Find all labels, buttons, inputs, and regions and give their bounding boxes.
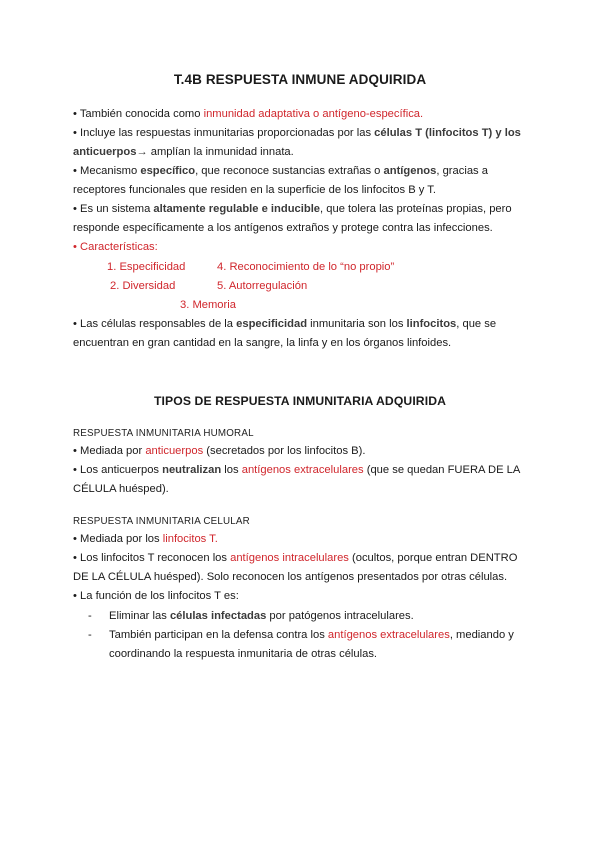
characteristic-item: 5. Autorregulación [217, 280, 308, 292]
text: • Incluye las respuestas inmunitarias proporcionadas por las [73, 127, 375, 139]
intro-line-7: responde específicamente a los antígenos extraños y protege contra las infecciones. [73, 222, 493, 234]
celular-dash-item-2-cont: coordinando la respuesta inmunitaria de otras células. [109, 648, 378, 660]
humoral-line-2 [73, 463, 520, 477]
bold-text: específico [140, 165, 196, 177]
dash-bullet: - [88, 610, 92, 622]
text: , que reconoce sustancias extrañas o [195, 165, 384, 177]
highlight-text: anticuerpos [145, 445, 204, 457]
celular-line-2 [73, 551, 517, 565]
text: los [221, 464, 242, 476]
text: • Las células responsables de la [73, 318, 237, 330]
page-title: T.4B RESPUESTA INMUNE ADQUIRIDA [173, 72, 427, 87]
highlight-text: antígenos intracelulares [230, 552, 349, 564]
humoral-line-1 [73, 444, 365, 458]
text: • Los anticuerpos [73, 464, 163, 476]
characteristic-item: 1. Especificidad [107, 261, 186, 273]
humoral-line-3: CÉLULA huésped). [73, 483, 169, 495]
bold-text: especificidad [236, 318, 308, 330]
text: , mediando y [449, 629, 514, 641]
characteristics-heading: • Características: [73, 241, 158, 253]
text: (secretados por los linfocitos B). [203, 445, 366, 457]
celular-line-4: • La función de los linfocitos T es: [73, 590, 239, 602]
dash-bullet: - [88, 629, 92, 641]
text: • Los linfocitos T reconocen los [73, 552, 231, 564]
text: • Es un sistema [73, 203, 154, 215]
text: • Mecanismo [73, 165, 141, 177]
text: También participan en la defensa contra los [109, 629, 328, 641]
arrow-icon: → [136, 146, 148, 158]
text: • Mediada por [73, 445, 146, 457]
text: (que se quedan FUERA DE LA [363, 464, 521, 476]
highlight-text: inmunidad adaptativa o antígeno-específica. [203, 108, 424, 120]
characteristic-item: 2. Diversidad [110, 280, 176, 292]
intro-line-6 [73, 202, 512, 216]
intro-line-5: receptores funcionales que residen en la superficie de los linfocitos B y T. [73, 184, 436, 196]
text: • Mediada por los [73, 533, 163, 545]
celular-heading: RESPUESTA INMUNITARIA CELULAR [73, 516, 250, 527]
cells-line-1 [73, 317, 496, 331]
celular-line-1 [73, 532, 218, 546]
humoral-heading: RESPUESTA INMUNITARIA HUMORAL [73, 428, 254, 439]
celular-dash-item-1 [109, 609, 414, 623]
intro-line-2 [73, 126, 521, 140]
bold-text: anticuerpos [73, 146, 137, 158]
bold-text: altamente regulable e inducible [153, 203, 321, 215]
text: (ocultos, porque entran DENTRO [348, 552, 518, 564]
cells-line-2: encuentran en gran cantidad en la sangre, la linfa y en los órganos linfoides. [73, 337, 452, 349]
bold-text: neutralizan [162, 464, 222, 476]
text: amplían la inmunidad innata. [147, 146, 294, 158]
text: inmunitaria son los [307, 318, 407, 330]
highlight-text: antígenos extracelulares [327, 629, 450, 641]
intro-line-1 [73, 107, 423, 121]
celular-line-3: DE LA CÉLULA huésped). Solo reconocen los antígenos presentados por otras células. [73, 571, 508, 583]
bold-text: células infectadas [169, 610, 267, 622]
text: por patógenos intracelulares. [266, 610, 414, 622]
bold-text: linfocitos [406, 318, 457, 330]
characteristic-item: 4. Reconocimiento de lo “no propio” [217, 261, 395, 273]
celular-dash-item-2 [109, 628, 514, 642]
text: , que tolera las proteínas propias, pero [320, 203, 512, 215]
text: • También conocida como [73, 108, 204, 120]
text: Eliminar las [109, 610, 170, 622]
highlight-text: antígenos extracelulares [241, 464, 364, 476]
section-title: TIPOS DE RESPUESTA INMUNITARIA ADQUIRIDA [154, 394, 446, 408]
characteristic-item: 3. Memoria [180, 299, 236, 311]
text: , gracias a [436, 165, 488, 177]
intro-line-3 [73, 145, 294, 159]
bold-text: antígenos [383, 165, 437, 177]
intro-line-4 [73, 164, 488, 178]
bold-text: células T (linfocitos T) y los [374, 127, 521, 139]
text: , que se [456, 318, 497, 330]
highlight-text: linfocitos T. [162, 533, 218, 545]
